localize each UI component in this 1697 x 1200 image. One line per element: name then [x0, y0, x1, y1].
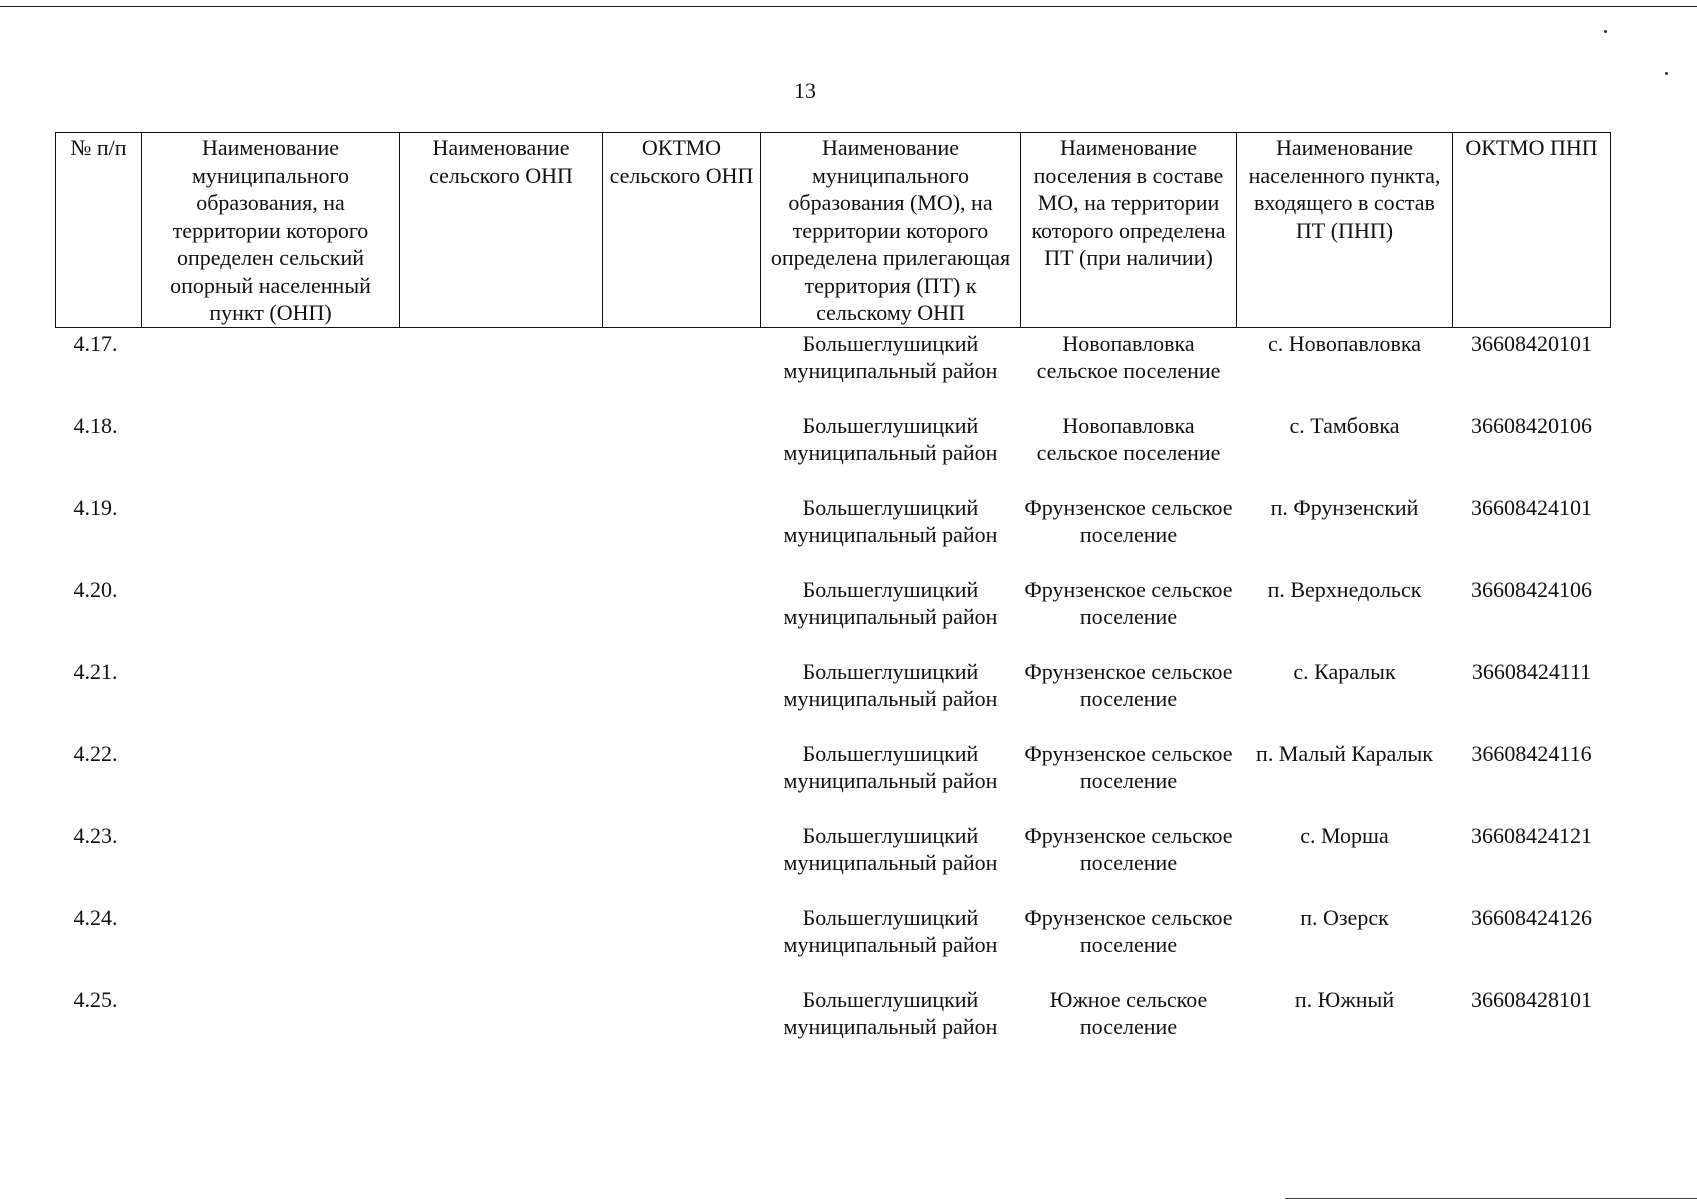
onp-municipality-cell [142, 984, 400, 1046]
table-row [56, 902, 1611, 984]
pt-settlement-cell: Фрунзенское сельское поселение [1024, 494, 1233, 547]
onp-name-cell [400, 492, 603, 574]
table-row [56, 820, 1611, 902]
pt-settlement-cell: Новопавловка сельское поселение [1036, 330, 1221, 383]
onp-municipality-cell [142, 656, 400, 738]
row-number: 4.21. [73, 658, 118, 684]
scan-edge-line-top [0, 6, 1697, 7]
pnp-oktmo-cell: 36608428101 [1471, 986, 1592, 1012]
row-number: 4.19. [73, 494, 118, 520]
locality-register-table [55, 132, 1611, 1046]
header-row-number: № п/п [56, 133, 142, 328]
onp-name-cell [400, 902, 603, 984]
onp-oktmo-cell [603, 656, 761, 738]
pt-municipality-cell: Большеглушицкий муниципальный район [783, 904, 998, 957]
pt-settlement-cell: Фрунзенское сельское поселение [1024, 658, 1233, 711]
table-row [56, 738, 1611, 820]
row-number: 4.22. [73, 740, 118, 766]
header-pt-municipality: Наименование муниципального образования (МО), на территории которого определена прилегающая территория (ПТ) к сельскому ОНП [761, 133, 1021, 328]
onp-name-cell [400, 327, 603, 410]
pt-settlement-cell: Южное сельское поселение [1049, 986, 1208, 1039]
row-number: 4.23. [73, 822, 118, 848]
table-row [56, 574, 1611, 656]
pnp-oktmo-cell: 36608420101 [1471, 330, 1592, 356]
onp-oktmo-cell [603, 574, 761, 656]
pt-settlement-cell: Фрунзенское сельское поселение [1024, 576, 1233, 629]
pnp-oktmo-cell: 36608424121 [1471, 822, 1592, 848]
pt-settlement-cell: Фрунзенское сельское поселение [1024, 904, 1233, 957]
scan-speck [1604, 30, 1607, 33]
row-number: 4.18. [73, 412, 118, 438]
pnp-locality-cell: с. Каралык [1293, 658, 1396, 684]
pt-municipality-cell: Большеглушицкий муниципальный район [783, 494, 998, 547]
pt-municipality-cell: Большеглушицкий муниципальный район [783, 740, 998, 793]
scan-speck [1665, 72, 1668, 75]
pnp-locality-cell: п. Озерск [1300, 904, 1389, 930]
header-pnp-oktmo: ОКТМО ПНП [1453, 133, 1611, 328]
pnp-locality-cell: с. Тамбовка [1289, 412, 1400, 438]
table-row [56, 327, 1611, 410]
table-header-row [56, 133, 1611, 328]
onp-name-cell [400, 984, 603, 1046]
row-number: 4.24. [73, 904, 118, 930]
onp-oktmo-cell [603, 492, 761, 574]
header-onp-name: Наименование сельского ОНП [400, 133, 603, 328]
row-number: 4.17. [73, 330, 118, 356]
onp-name-cell [400, 738, 603, 820]
onp-municipality-cell [142, 327, 400, 410]
pt-municipality-cell: Большеглушицкий муниципальный район [783, 822, 998, 875]
header-pt-settlement: Наименование поселения в составе МО, на территории которого определена ПТ (при наличии) [1021, 133, 1237, 328]
table-row [56, 492, 1611, 574]
onp-municipality-cell [142, 902, 400, 984]
table-row [56, 984, 1611, 1046]
pt-settlement-cell: Фрунзенское сельское поселение [1024, 822, 1233, 875]
header-onp-oktmo: ОКТМО сельского ОНП [603, 133, 761, 328]
onp-name-cell [400, 656, 603, 738]
onp-municipality-cell [142, 410, 400, 492]
pnp-locality-cell: п. Верхнедольск [1267, 576, 1422, 602]
pnp-locality-cell: п. Фрунзенский [1270, 494, 1419, 520]
onp-oktmo-cell [603, 820, 761, 902]
onp-municipality-cell [142, 492, 400, 574]
table-row [56, 410, 1611, 492]
pnp-locality-cell: п. Малый Каралык [1256, 740, 1433, 766]
pt-settlement-cell: Новопавловка сельское поселение [1036, 412, 1221, 465]
pt-municipality-cell: Большеглушицкий муниципальный район [783, 658, 998, 711]
pt-municipality-cell: Большеглушицкий муниципальный район [783, 330, 998, 383]
pnp-oktmo-cell: 36608424126 [1471, 904, 1592, 930]
onp-oktmo-cell [603, 902, 761, 984]
pt-municipality-cell: Большеглушицкий муниципальный район [783, 412, 998, 465]
pnp-oktmo-cell: 36608424106 [1471, 576, 1592, 602]
pt-municipality-cell: Большеглушицкий муниципальный район [783, 986, 998, 1039]
row-number: 4.20. [73, 576, 118, 602]
pt-municipality-cell: Большеглушицкий муниципальный район [783, 576, 998, 629]
pnp-oktmo-cell: 36608424101 [1471, 494, 1592, 520]
pnp-locality-cell: с. Морша [1300, 822, 1389, 848]
onp-name-cell [400, 820, 603, 902]
scan-edge-line-bottom [1285, 1198, 1697, 1199]
onp-oktmo-cell [603, 984, 761, 1046]
pt-settlement-cell: Фрунзенское сельское поселение [1024, 740, 1233, 793]
pnp-locality-cell: п. Южный [1294, 986, 1395, 1012]
onp-municipality-cell [142, 574, 400, 656]
page-number: 13 [794, 78, 816, 103]
header-pnp-locality: Наименование населенного пункта, входящего в состав ПТ (ПНП) [1237, 133, 1453, 328]
onp-name-cell [400, 574, 603, 656]
onp-name-cell [400, 410, 603, 492]
header-onp-municipality: Наименование муниципального образования, на территории которого определен сельский опорный населенный пункт (ОНП) [142, 133, 400, 328]
onp-municipality-cell [142, 820, 400, 902]
pnp-oktmo-cell: 36608424111 [1471, 658, 1592, 684]
pnp-oktmo-cell: 36608424116 [1471, 740, 1592, 766]
onp-oktmo-cell [603, 738, 761, 820]
pnp-locality-cell: с. Новопавловка [1267, 330, 1421, 356]
onp-municipality-cell [142, 738, 400, 820]
pnp-oktmo-cell: 36608420106 [1471, 412, 1592, 438]
row-number: 4.25. [73, 986, 118, 1012]
table-row [56, 656, 1611, 738]
onp-oktmo-cell [603, 327, 761, 410]
onp-oktmo-cell [603, 410, 761, 492]
